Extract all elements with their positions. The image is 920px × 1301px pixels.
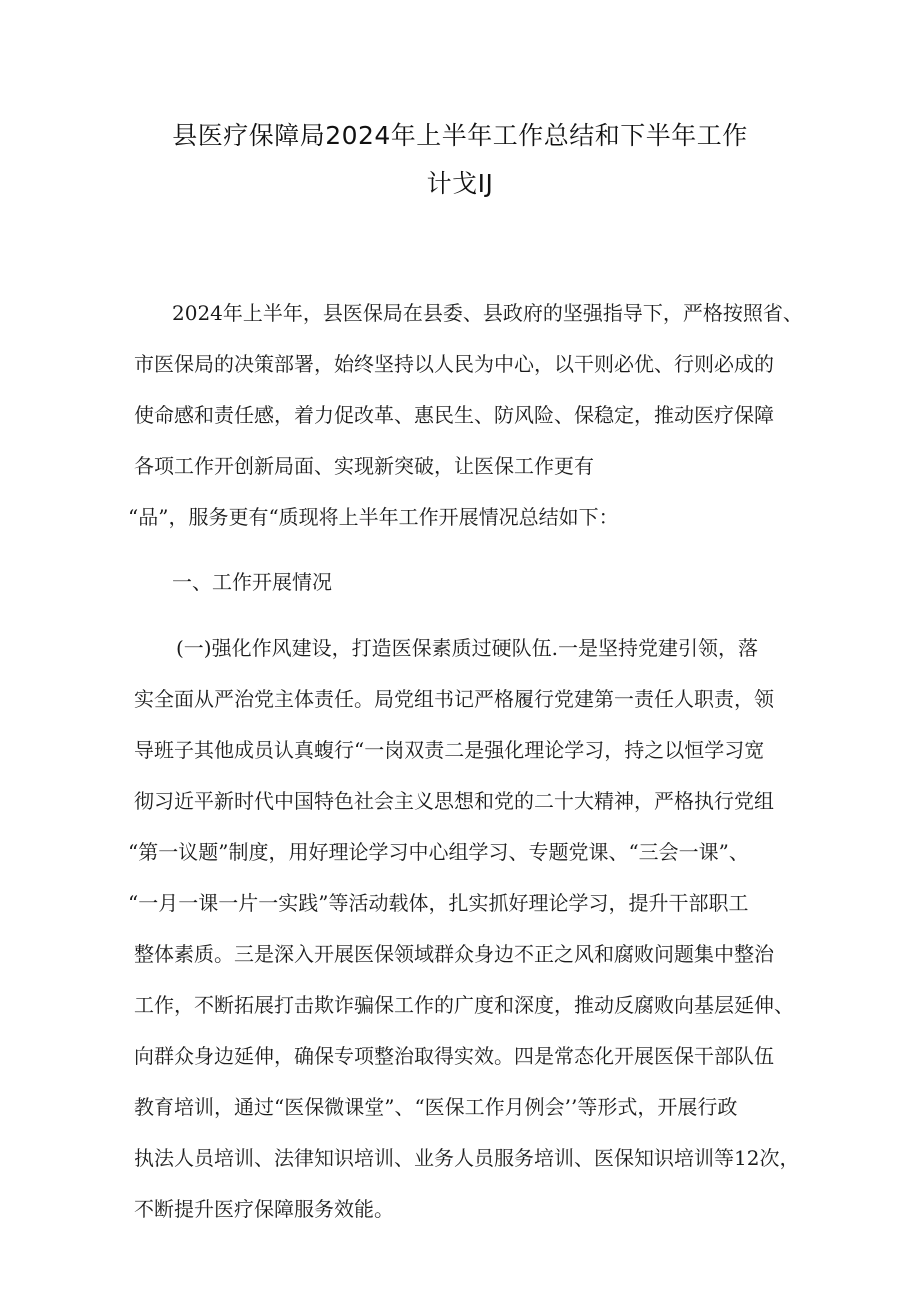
section1-line-12: 不断提升医疗保障服务效能。 [134, 1197, 394, 1221]
document-title-line-2: 计戈IJ [426, 169, 494, 198]
intro-line-2: 市医保局的决策部署，始终坚持以人民为中心，以干则必优、行则必成的 [134, 352, 774, 376]
intro-line-1: 2024年上半年，县医保局在县委、县政府的坚强指导下，严格按照省、 [172, 301, 803, 325]
section1-line-6: “一月一课一片一实践”等活动载体，扎实抓好理论学习，提升干部职工 [128, 891, 749, 915]
intro-line-5: “品”，服务更有“质现将上半年工作开展情况总结如下： [128, 505, 619, 529]
section1-line-7: 整体素质。三是深入开展医保领域群众身边不正之风和腐败问题集中整治 [134, 942, 774, 966]
section1-line-8: 工作，不断拓展打击欺诈骗保工作的广度和深度，推动反腐败向基层延伸、 [134, 993, 794, 1017]
section1-line-3: 导班子其他成员认真蝮行“一岗双责二是强化理论学习，持之以恒学习宽 [134, 738, 765, 762]
intro-line-4: 各项工作开创新局面、实现新突破，让医保工作更有 [134, 454, 594, 478]
section1-line-1: (一)强化作风建设，打造医保素质过硬队伍.一是坚持党建引领，落 [176, 636, 758, 660]
section1-line-11: 执法人员培训、法律知识培训、业务人员服务培训、医保知识培训等12次， [134, 1146, 800, 1170]
section1-line-2: 实全面从严治党主体责任。局党组书记严格履行党建第一责任人职责，领 [134, 687, 774, 711]
section1-line-9: 向群众身边延伸，确保专项整治取得实效。四是常态化开展医保干部队伍 [134, 1044, 774, 1068]
section1-line-10: 教育培训，通过“医保微课堂”、“医保工作月例会’’等形式，开展行政 [134, 1095, 738, 1119]
document-title-line-1: 县医疗保障局2024年上半年工作总结和下半年工作 [172, 121, 748, 150]
intro-line-3: 使命感和责任感，着力促改革、惠民生、防风险、保稳定，推动医疗保障 [134, 403, 774, 427]
section1-line-5: “第一议题”制度，用好理论学习中心组学习、专题党课、“三会一课”、 [128, 840, 749, 864]
section-heading: 一、工作开展情况 [172, 570, 332, 594]
section1-line-4: 彻习近平新时代中国特色社会主义思想和党的二十大精神，严格执行党组 [134, 789, 774, 813]
